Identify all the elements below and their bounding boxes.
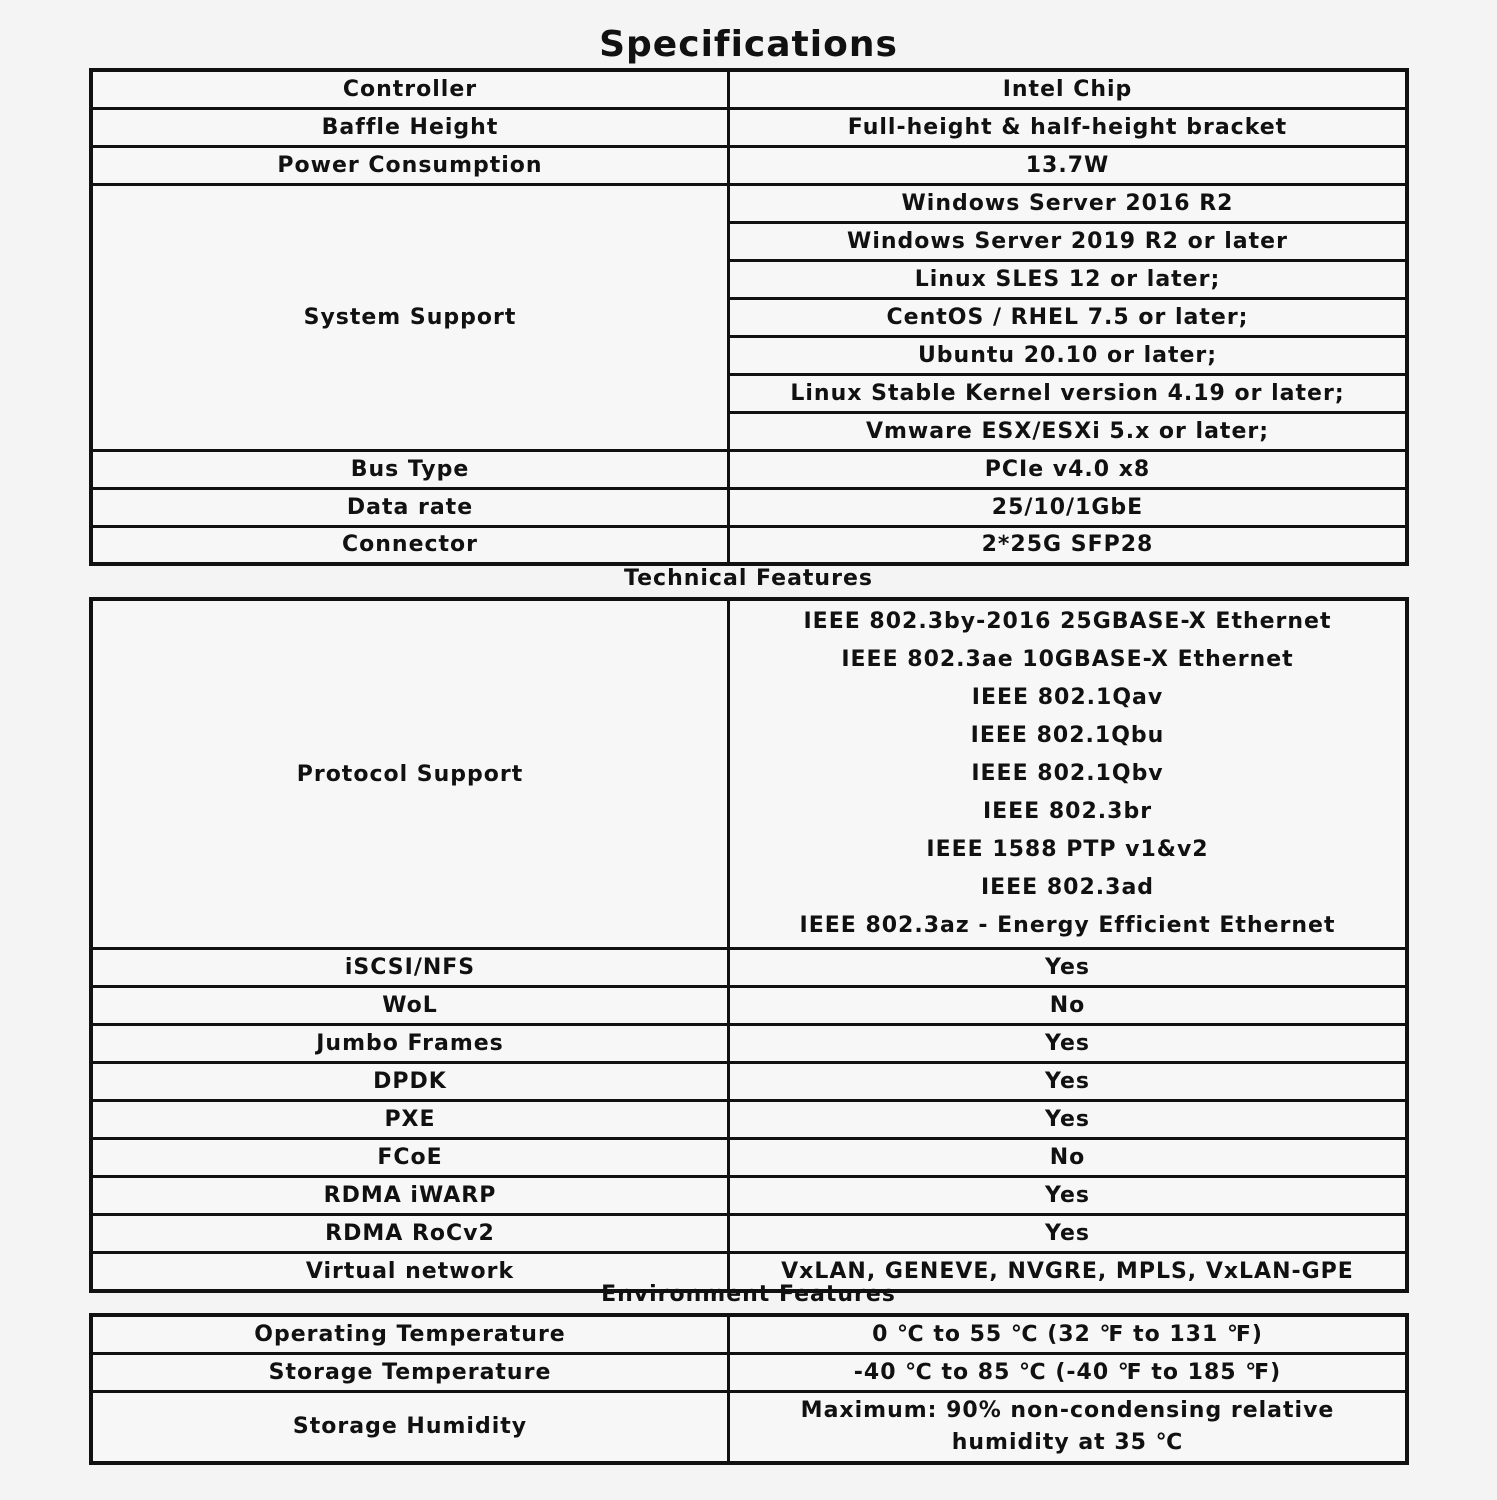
spec-label-storage-humidity: Storage Humidity	[91, 1391, 729, 1463]
system-support-item: CentOS / RHEL 7.5 or later;	[729, 298, 1408, 336]
spec-value-connector: 2*25G SFP28	[729, 526, 1408, 564]
table-row	[91, 526, 1407, 564]
table-row	[91, 1315, 1407, 1353]
table-row	[91, 1177, 1407, 1215]
spec-value-storage-temperature: -40 ℃ to 85 ℃ (-40 ℉ to 185 ℉)	[729, 1353, 1408, 1391]
protocol-support-list	[729, 599, 1408, 949]
table-row	[91, 1025, 1407, 1063]
spec-value-operating-temperature: 0 ℃ to 55 ℃ (32 ℉ to 131 ℉)	[729, 1315, 1408, 1353]
table-row	[91, 1101, 1407, 1139]
table-row	[91, 70, 1407, 108]
table-row	[91, 1063, 1407, 1101]
spec-label-operating-temperature: Operating Temperature	[91, 1315, 729, 1353]
spec-value-rdma-iwarp: Yes	[729, 1177, 1408, 1215]
protocol-item: IEEE 1588 PTP v1&v2	[926, 837, 1209, 862]
system-support-item: Ubuntu 20.10 or later;	[729, 336, 1408, 374]
system-support-item: Windows Server 2016 R2	[729, 184, 1408, 222]
table-row	[91, 1215, 1407, 1253]
spec-label-bus-type: Bus Type	[91, 450, 729, 488]
protocol-item: IEEE 802.3ae 10GBASE-X Ethernet	[841, 647, 1294, 672]
table-row	[91, 146, 1407, 184]
protocol-item: IEEE 802.1Qbv	[971, 761, 1164, 786]
spec-value-baffle-height: Full-height & half-height bracket	[729, 108, 1408, 146]
table-row	[91, 949, 1407, 987]
spec-value-virtual-network: VxLAN, GENEVE, NVGRE, MPLS, VxLAN-GPE	[729, 1253, 1408, 1291]
spec-label-data-rate: Data rate	[91, 488, 729, 526]
specifications-table	[89, 68, 1409, 566]
spec-value-bus-type: PCIe v4.0 x8	[729, 450, 1408, 488]
system-support-item: Linux SLES 12 or later;	[729, 260, 1408, 298]
spec-label-jumbo-frames: Jumbo Frames	[91, 1025, 729, 1063]
spec-value-controller: Intel Chip	[729, 70, 1408, 108]
environment-features-heading: Environment Features	[601, 1282, 896, 1307]
table-row	[91, 184, 1407, 222]
spec-value-dpdk: Yes	[729, 1063, 1408, 1101]
spec-label-controller: Controller	[91, 70, 729, 108]
table-row	[91, 450, 1407, 488]
spec-label-pxe: PXE	[91, 1101, 729, 1139]
spec-label-system-support: System Support	[91, 184, 729, 450]
spec-value-fcoe: No	[729, 1139, 1408, 1177]
spec-value-wol: No	[729, 987, 1408, 1025]
technical-features-table	[89, 597, 1409, 1293]
protocol-item: IEEE 802.3br	[982, 799, 1153, 824]
environment-features-table	[89, 1313, 1409, 1465]
table-row	[91, 1353, 1407, 1391]
protocol-item: IEEE 802.1Qbu	[970, 723, 1165, 748]
spec-value-power-consumption: 13.7W	[729, 146, 1408, 184]
spec-label-rdma-iwarp: RDMA iWARP	[91, 1177, 729, 1215]
spec-label-fcoe: FCoE	[91, 1139, 729, 1177]
system-support-item: Windows Server 2019 R2 or later	[729, 222, 1408, 260]
table-row	[91, 599, 1407, 949]
spec-value-iscsi-nfs: Yes	[729, 949, 1408, 987]
page-title: Specifications	[599, 24, 898, 65]
protocol-item: IEEE 802.3by-2016 25GBASE-X Ethernet	[803, 609, 1332, 634]
humidity-line: Maximum: 90% non-condensing relative	[800, 1397, 1335, 1423]
protocol-item: IEEE 802.3ad	[980, 875, 1155, 900]
spec-value-rdma-rocv2: Yes	[729, 1215, 1408, 1253]
spec-label-dpdk: DPDK	[91, 1063, 729, 1101]
spec-label-baffle-height: Baffle Height	[91, 108, 729, 146]
table-row	[91, 488, 1407, 526]
table-row	[91, 987, 1407, 1025]
spec-label-virtual-network: Virtual network	[91, 1253, 729, 1291]
spec-label-iscsi-nfs: iSCSI/NFS	[91, 949, 729, 987]
spec-value-storage-humidity	[729, 1391, 1408, 1463]
table-row	[91, 108, 1407, 146]
spec-label-storage-temperature: Storage Temperature	[91, 1353, 729, 1391]
humidity-line: humidity at 35 ℃	[951, 1429, 1184, 1455]
system-support-item: Linux Stable Kernel version 4.19 or later;	[729, 374, 1408, 412]
protocol-item: IEEE 802.3az - Energy Efficient Ethernet	[799, 913, 1336, 938]
table-row	[91, 1391, 1407, 1463]
spec-label-wol: WoL	[91, 987, 729, 1025]
system-support-item: Vmware ESX/ESXi 5.x or later;	[729, 412, 1408, 450]
spec-label-rdma-rocv2: RDMA RoCv2	[91, 1215, 729, 1253]
technical-features-heading: Technical Features	[624, 566, 873, 591]
spec-value-data-rate: 25/10/1GbE	[729, 488, 1408, 526]
protocol-item: IEEE 802.1Qav	[971, 685, 1164, 710]
spec-value-pxe: Yes	[729, 1101, 1408, 1139]
spec-label-protocol-support: Protocol Support	[91, 599, 729, 949]
spec-label-power-consumption: Power Consumption	[91, 146, 729, 184]
spec-value-jumbo-frames: Yes	[729, 1025, 1408, 1063]
table-row	[91, 1139, 1407, 1177]
spec-label-connector: Connector	[91, 526, 729, 564]
